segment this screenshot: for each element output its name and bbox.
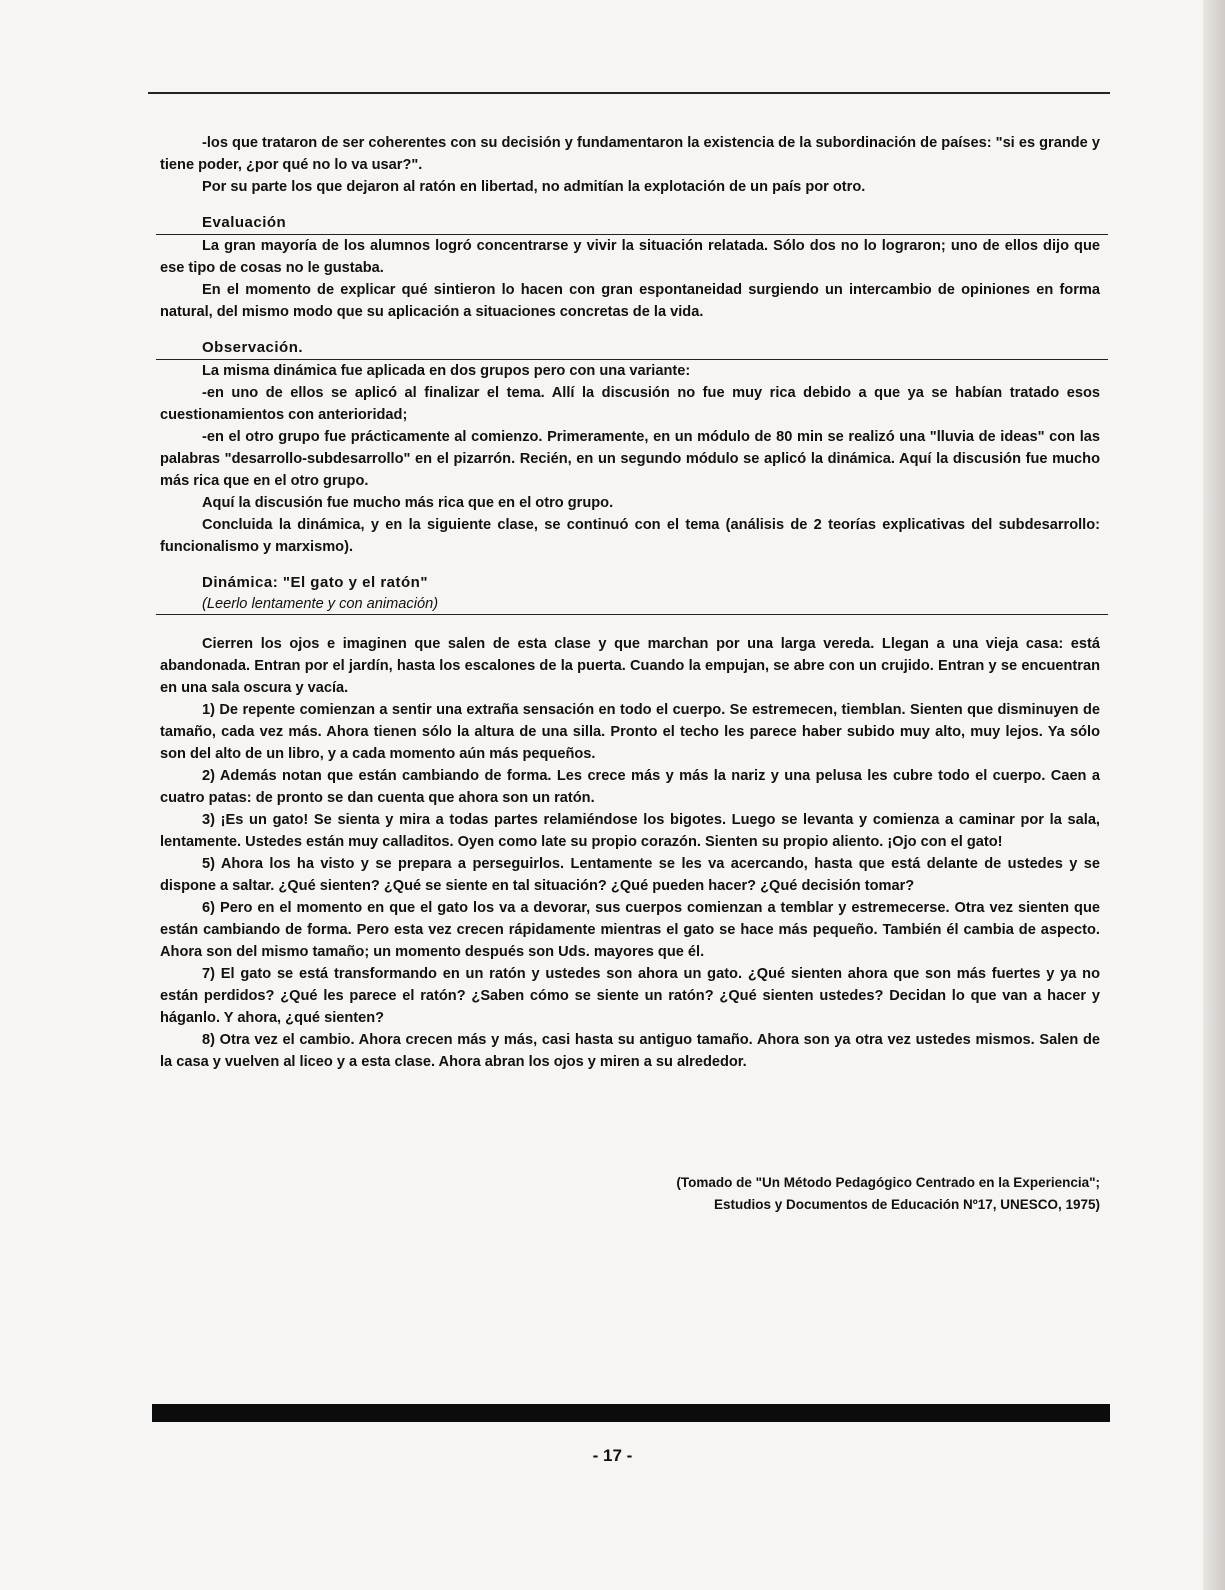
dinamica-step-6: 6) Pero en el momento en que el gato los va a devorar, sus cuerpos comienzan a temblar y estremecerse. Otra vez sienten que están cambiando de forma. Pero esta vez crecen rápidamente mientras el gato se hace más pequeño. También él cambia de aspecto. Ahora son del mismo tamaño; un momento después son Uds. mayores que él. [160,900,1100,960]
dinamica-paragraph-intro: Cierren los ojos e imaginen que salen de esta clase y que marchan por una larga vereda. Llegan a una vieja casa: está abandonada. Entran por el jardín, hasta los escalones de la puerta. Cuando la empujan, se abre con un crujido. Entran y se encuentran en una sala oscura y vacía. [160,636,1100,696]
evaluacion-section [160,212,1100,323]
observacion-paragraph-4: Aquí la discusión fue mucho más rica que en el otro grupo. [202,495,614,511]
intro-paragraph-1: -los que trataron de ser coherentes con su decisión y fundamentaron la existencia de la subordinación de países: "si es grande y tiene poder, ¿por qué no lo va usar?". [160,135,1100,173]
dinamica-step-1: 1) De repente comienzan a sentir una extraña sensación en todo el cuerpo. Se estremecen, tiemblan. Sienten que disminuyen de tamaño, cada vez más. Ahora tienen sólo la altura de una silla. Pronto el techo les parece haber subido muy alto, muy lejos. Ya sólo son del alto de un libro, y a cada momento aún más pequeños. [160,702,1100,762]
observacion-paragraph-3: -en el otro grupo fue prácticamente al comienzo. Primeramente, en un módulo de 80 min se realizó una "lluvia de ideas" con las palabras "desarrollo-subdesarrollo" en el pizarrón. Recién, en un segundo módulo se aplicó la dinámica. Aquí la discusión fue mucho más rica que en el otro grupo. [160,429,1100,489]
dinamica-step-5: 5) Ahora los ha visto y se prepara a perseguirlos. Lentamente se les va acercando, hasta que está delante de ustedes y se dispone a saltar. ¿Qué sienten? ¿Qué se siente en tal situación? ¿Qué pueden hacer? ¿Qué decisión tomar? [160,856,1100,894]
document-body [160,132,1100,1073]
top-rule [148,92,1110,94]
dinamica-heading: Dinámica: "El gato y el ratón" [202,574,428,591]
dinamica-step-8: 8) Otra vez el cambio. Ahora crecen más y más, casi hasta su antiguo tamaño. Ahora son ya otra vez ustedes mismos. Salen de la casa y vuelven al liceo y a esta clase. Ahora abran los ojos y miren a su alrededor. [160,1032,1100,1070]
intro-paragraph-2: Por su parte los que dejaron al ratón en libertad, no admitían la explotación de un país por otro. [202,179,866,195]
dinamica-step-7: 7) El gato se está transformando en un ratón y ustedes son ahora un gato. ¿Qué sienten ahora que son más fuertes y ya no están perdidos? ¿Qué les parece el ratón? ¿Saben cómo se siente un ratón? ¿Qué sienten ustedes? Decidan lo que van a hacer y háganlo. Y ahora, ¿qué sienten? [160,966,1100,1026]
citation [560,1172,1100,1216]
observacion-paragraph-5: Concluida la dinámica, y en la siguiente clase, se continuó con el tema (análisis de 2 teorías explicativas del subdesarrollo: funcionalismo y marxismo). [160,517,1100,555]
observacion-heading: Observación. [202,339,304,356]
dinamica-subtitle: (Leerlo lentamente y con animación) [202,596,439,612]
dinamica-step-2: 2) Además notan que están cambiando de forma. Les crece más y más la nariz y una pelusa les cubre todo el cuerpo. Caen a cuatro patas: de pronto se dan cuenta que ahora son un ratón. [160,768,1100,806]
citation-line-2: Estudios y Documentos de Educación Nº17, UNESCO, 1975) [713,1197,1100,1212]
citation-line-1: (Tomado de "Un Método Pedagógico Centrado en la Experiencia"; [676,1175,1100,1190]
observacion-section [160,337,1100,558]
dinamica-step-3: 3) ¡Es un gato! Se sienta y mira a todas partes relamiéndose los bigotes. Luego se levanta y comienza a caminar por la sala, lentamente. Ustedes están muy calladitos. Oyen como late su propio corazón. Sienten su propio aliento. ¡Ojo con el gato! [160,812,1100,850]
page-edge [1203,0,1225,1590]
observacion-paragraph-2: -en uno de ellos se aplicó al finalizar el tema. Allí la discusión no fue muy rica debido a que ya se habían tratado esos cuestionamientos con anterioridad; [160,385,1100,423]
observacion-paragraph-1: La misma dinámica fue aplicada en dos grupos pero con una variante: [202,363,691,379]
evaluacion-paragraph-1: La gran mayoría de los alumnos logró concentrarse y vivir la situación relatada. Sólo dos no lo lograron; uno de ellos dijo que ese tipo de cosas no le gustaba. [160,238,1100,276]
evaluacion-heading: Evaluación [202,214,287,231]
page-number: - 17 - [592,1446,633,1465]
footer-bar [152,1404,1110,1422]
evaluacion-paragraph-2: En el momento de explicar qué sintieron lo hacen con gran espontaneidad surgiendo un intercambio de opiniones en forma natural, del mismo modo que su aplicación a situaciones concretas de la vida. [160,282,1100,320]
dinamica-section [160,572,1100,1073]
